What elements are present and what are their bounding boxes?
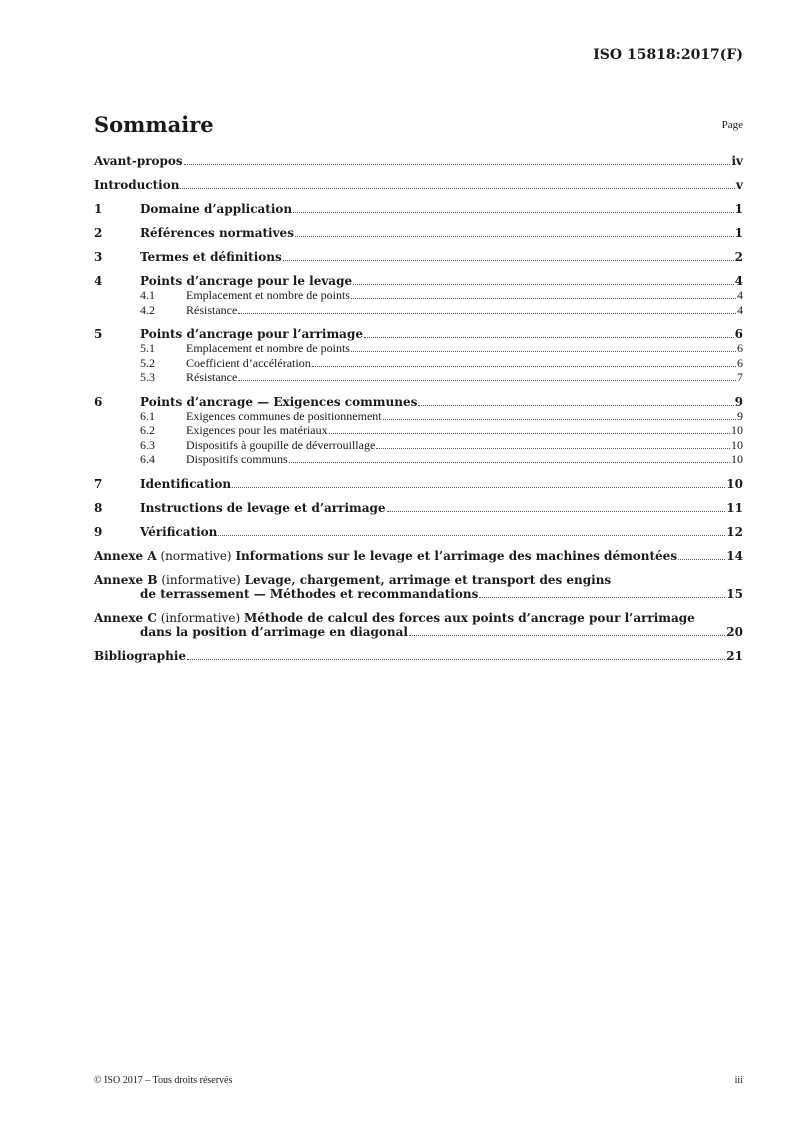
- dot-leader: [383, 419, 736, 420]
- annex-c-line-2: [94, 625, 743, 639]
- toc-entry-7[interactable]: [94, 477, 743, 491]
- annex-type: (normative): [156, 548, 236, 563]
- table-of-contents: [94, 154, 743, 663]
- toc-entry-bibliographie[interactable]: [94, 649, 743, 663]
- toc-page: 20: [726, 624, 743, 639]
- dot-leader: [678, 559, 725, 560]
- toc-number: 4.1: [140, 288, 155, 302]
- annex-title-line-1: Méthode de calcul des forces aux points d’ancrage pour l’arrimage: [243, 610, 695, 625]
- annex-b-line-2: [94, 587, 743, 601]
- toc-entry-6-4[interactable]: [94, 452, 743, 467]
- toc-page: 11: [726, 500, 743, 515]
- page-column-label: Page: [721, 119, 743, 131]
- toc-entry-2[interactable]: [94, 226, 743, 240]
- dot-leader: [329, 433, 730, 434]
- dot-leader: [289, 462, 730, 463]
- dot-leader: [364, 337, 734, 338]
- annex-title: Informations sur le levage et l’arrimage des machines démontées: [235, 548, 678, 563]
- toc-page: 10: [726, 476, 743, 491]
- toc-page: 10: [731, 423, 743, 437]
- toc-label: Identification: [140, 476, 232, 491]
- toc-label: Introduction: [94, 178, 180, 192]
- toc-page: 10: [731, 437, 743, 452]
- toc-entry-6-3[interactable]: [94, 438, 743, 453]
- toc-number: 6.3: [140, 437, 155, 452]
- toc-label: Points d’ancrage — Exigences communes: [140, 394, 418, 409]
- toc-entry-5-2[interactable]: [94, 356, 743, 371]
- toc-number: 1: [94, 202, 103, 216]
- page-title: Sommaire: [94, 112, 214, 137]
- toc-label: [94, 549, 677, 563]
- toc-page: 4: [737, 288, 743, 302]
- toc-entry-1[interactable]: [94, 202, 743, 216]
- annex-title-line-2: de terrassement — Méthodes et recommandations: [140, 586, 479, 601]
- toc-number: 9: [94, 524, 103, 539]
- toc-number: 5.1: [140, 341, 155, 355]
- toc-entry-avant-propos[interactable]: [94, 154, 743, 168]
- dot-leader: [479, 597, 725, 598]
- toc-label: Dispositifs à goupille de déverrouillage: [186, 437, 376, 452]
- toc-page: 14: [726, 548, 743, 563]
- dot-leader: [351, 351, 736, 352]
- annex-prefix: Annexe A: [94, 548, 157, 563]
- dot-leader: [293, 212, 734, 213]
- toc-page: 6: [737, 341, 743, 355]
- toc-page: 1: [734, 226, 743, 240]
- annex-title-line-2: dans la position d’arrimage en diagonal: [140, 624, 408, 639]
- dot-leader: [312, 366, 736, 367]
- toc-page: 9: [734, 394, 743, 409]
- toc-page: 15: [726, 586, 743, 601]
- toc-page: 7: [737, 370, 743, 384]
- toc-entry-4-1[interactable]: [94, 288, 743, 303]
- toc-number: 6.1: [140, 408, 155, 423]
- annex-prefix: Annexe B: [94, 572, 158, 587]
- dot-leader: [283, 260, 734, 261]
- annex-title-line-1: Levage, chargement, arrimage et transport des engins: [244, 572, 612, 587]
- toc-page: 12: [726, 524, 743, 539]
- toc-page: 4: [737, 302, 743, 317]
- toc-label: Points d’ancrage pour le levage: [140, 274, 353, 288]
- dot-leader: [180, 188, 735, 189]
- toc-entry-3[interactable]: [94, 250, 743, 264]
- dot-leader: [232, 487, 725, 488]
- toc-page: 2: [734, 250, 743, 264]
- toc-number: 5.3: [140, 370, 155, 384]
- toc-page: 4: [734, 274, 743, 288]
- toc-page: v: [736, 178, 743, 192]
- dot-leader: [353, 284, 734, 285]
- toc-page: 10: [731, 452, 743, 466]
- toc-number: 4.2: [140, 302, 155, 317]
- toc-label: Emplacement et nombre de points: [186, 341, 350, 355]
- toc-entry-5-3[interactable]: [94, 370, 743, 385]
- toc-entry-9[interactable]: [94, 525, 743, 539]
- copyright-notice: © ISO 2017 – Tous droits réservés: [94, 1075, 233, 1086]
- toc-entry-6-2[interactable]: [94, 423, 743, 438]
- toc-page: 6: [734, 327, 743, 341]
- toc-entry-annex-a[interactable]: [94, 549, 743, 563]
- dot-leader: [238, 380, 736, 381]
- toc-number: 2: [94, 226, 103, 240]
- dot-leader: [295, 236, 734, 237]
- toc-entry-8[interactable]: [94, 501, 743, 515]
- toc-label: Résistance: [186, 370, 238, 384]
- dot-leader: [387, 511, 726, 512]
- toc-entry-annex-b[interactable]: [94, 573, 743, 601]
- toc-number: 6.4: [140, 452, 155, 466]
- toc-entry-4-2[interactable]: [94, 303, 743, 318]
- toc-label: Exigences communes de positionnement: [186, 408, 382, 423]
- toc-label: Emplacement et nombre de points: [186, 288, 350, 302]
- toc-label: Exigences pour les matériaux: [186, 423, 328, 437]
- toc-label: Coefficient d’accélération: [186, 355, 311, 370]
- dot-leader: [351, 298, 736, 299]
- toc-entry-4[interactable]: [94, 274, 743, 288]
- dot-leader: [376, 448, 730, 449]
- toc-page: 9: [737, 408, 743, 423]
- toc-page: 1: [734, 202, 743, 216]
- annex-b-line-1: [94, 573, 743, 587]
- toc-page: 6: [737, 355, 743, 370]
- page-number: iii: [734, 1075, 743, 1086]
- toc-number: 5.2: [140, 355, 155, 370]
- toc-label: Domaine d’application: [140, 202, 293, 216]
- toc-number: 7: [94, 476, 103, 491]
- toc-page: 21: [726, 648, 743, 663]
- dot-leader: [184, 164, 731, 165]
- toc-number: 3: [94, 250, 103, 264]
- toc-entry-6[interactable]: [94, 395, 743, 409]
- dot-leader: [218, 535, 725, 536]
- toc-page: iv: [731, 154, 743, 168]
- toc-entry-5-1[interactable]: [94, 341, 743, 356]
- toc-label: Vérification: [140, 524, 218, 539]
- toc-label: Instructions de levage et d’arrimage: [140, 500, 386, 515]
- annex-type: (informative): [157, 572, 245, 587]
- toc-label: Bibliographie: [94, 648, 187, 663]
- toc-label: Dispositifs communs: [186, 452, 288, 466]
- toc-number: 8: [94, 500, 103, 515]
- toc-label: Résistance: [186, 302, 238, 317]
- annex-type: (informative): [156, 610, 244, 625]
- toc-label: Points d’ancrage pour l’arrimage: [140, 327, 363, 341]
- toc-entry-annex-c[interactable]: [94, 611, 743, 639]
- dot-leader: [409, 635, 725, 636]
- toc-entry-5[interactable]: [94, 327, 743, 341]
- document-id: ISO 15818:2017(F): [593, 47, 743, 63]
- toc-label: Avant-propos: [94, 154, 183, 168]
- annex-prefix: Annexe C: [94, 610, 157, 625]
- toc-number: 6: [94, 394, 103, 409]
- dot-leader: [238, 313, 736, 314]
- toc-label: Termes et définitions: [140, 250, 282, 264]
- toc-number: 4: [94, 274, 103, 288]
- toc-number: 5: [94, 327, 103, 341]
- toc-entry-6-1[interactable]: [94, 409, 743, 424]
- dot-leader: [187, 659, 725, 660]
- toc-label: Références normatives: [140, 226, 294, 240]
- dot-leader: [418, 405, 733, 406]
- annex-c-line-1: [94, 611, 743, 625]
- toc-entry-introduction[interactable]: [94, 178, 743, 192]
- toc-number: 6.2: [140, 423, 155, 437]
